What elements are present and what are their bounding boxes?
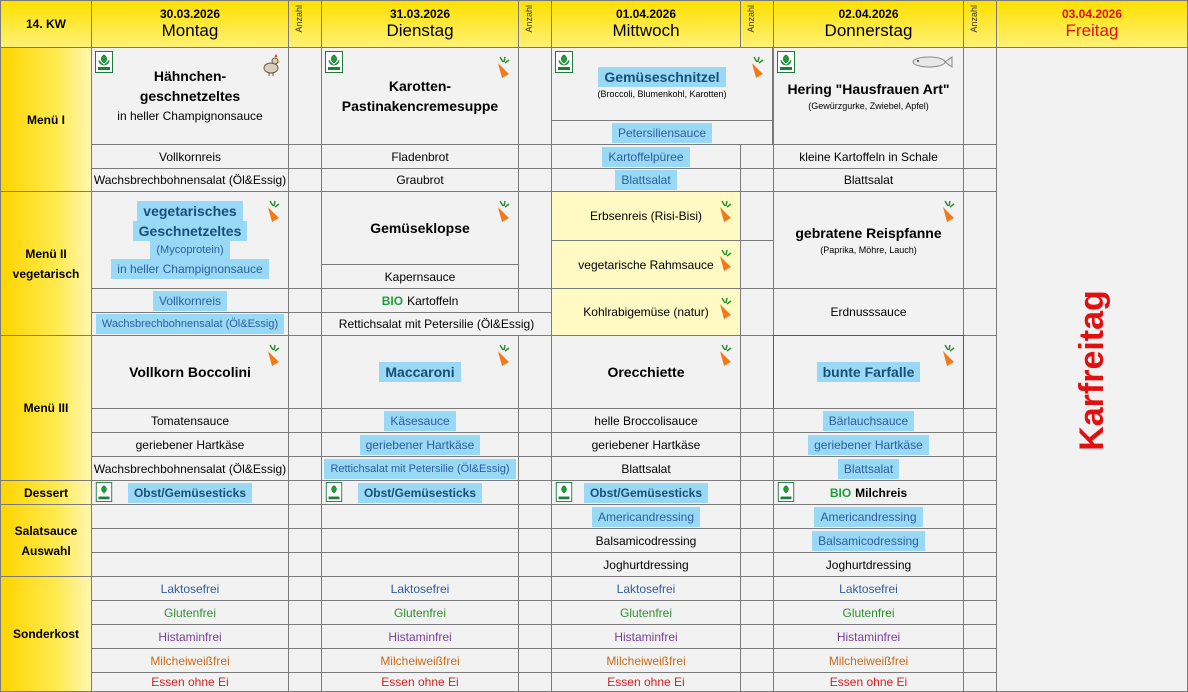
side-text: geriebener Hartkäse	[135, 437, 245, 452]
dish-title: Hähnchen-	[153, 68, 227, 84]
diet-ohne-ei[interactable]	[551, 672, 741, 692]
anzahl-cell[interactable]	[518, 288, 552, 313]
chicken-icon	[260, 54, 282, 76]
menu3-tue-sauce[interactable]	[321, 408, 519, 433]
menu2-wed-item1[interactable]	[551, 191, 741, 241]
menu3-wed-sauce[interactable]	[551, 408, 741, 433]
anzahl-cell[interactable]	[288, 600, 322, 625]
salat-wed-1[interactable]	[551, 504, 741, 529]
menu1-mon-side2[interactable]	[91, 168, 289, 192]
anzahl-cell[interactable]	[518, 191, 552, 289]
dish-title: geschnetzeltes	[139, 88, 241, 104]
salat-sublabel: Auswahl	[21, 543, 71, 558]
sonderkost-label: Sonderkost	[12, 627, 79, 641]
dish-sub: (Gewürzgurke, Zwiebel, Apfel)	[808, 101, 929, 111]
sauce-text: Tomatensauce	[150, 413, 230, 428]
dressing-text: Joghurtdressing	[603, 557, 689, 572]
carrot-icon	[264, 344, 280, 366]
anzahl-cell[interactable]	[963, 528, 997, 553]
carrot-icon	[264, 200, 280, 222]
day-header-fri[interactable]	[996, 0, 1188, 48]
bio-tag: BIO	[381, 293, 404, 308]
anzahl-cell[interactable]	[288, 624, 322, 649]
side-text: Wachsbrechbohnensalat (Öl&Essig)	[93, 461, 287, 476]
date-fri: 03.04.2026	[1061, 7, 1123, 21]
menu1-thu-side1[interactable]	[773, 144, 964, 169]
sauce-text: Kapernsauce	[384, 269, 456, 284]
dge-logo-icon	[325, 51, 343, 73]
menu2-mon-side1[interactable]	[91, 288, 289, 313]
salat-tue-1[interactable]	[321, 504, 519, 529]
date-thu: 02.04.2026	[838, 7, 899, 21]
menu3-thu-side1[interactable]	[773, 432, 964, 457]
diet-text: Glutenfrei	[619, 605, 673, 620]
side-text: Wachsbrechbohnensalat (Öl&Essig)	[96, 314, 284, 334]
side-text: Blattsalat	[843, 173, 894, 187]
day-header-mon[interactable]	[91, 0, 289, 48]
anzahl-cell[interactable]	[963, 456, 997, 481]
diet-text: Laktosefrei	[839, 581, 898, 596]
menu2-sublabel: vegetarisch	[12, 266, 80, 281]
side-text: geriebener Hartkäse	[808, 435, 929, 455]
dish-title: Maccaroni	[379, 362, 460, 382]
anzahl-cell[interactable]	[518, 576, 552, 601]
salat-thu-1[interactable]	[773, 504, 964, 529]
anzahl-cell[interactable]	[740, 191, 774, 241]
anzahl-cell[interactable]	[740, 480, 774, 505]
side-text: Graubrot	[396, 173, 444, 187]
salat-tue-2[interactable]	[321, 528, 519, 553]
anzahl-cell[interactable]	[288, 432, 322, 457]
carrot-icon	[494, 344, 510, 366]
diet-histaminfrei[interactable]	[91, 624, 289, 649]
row-label-menu2[interactable]	[0, 191, 92, 336]
dish-text: Kohlrabigemüse (natur)	[583, 305, 709, 319]
diet-text: Milcheiweißfrei	[828, 653, 909, 668]
side-text: geriebener Hartkäse	[591, 437, 701, 452]
anzahl-cell[interactable]	[963, 432, 997, 457]
anzahl-cell[interactable]	[963, 144, 997, 169]
diet-text: Glutenfrei	[393, 605, 447, 620]
dayname-tue: Dienstag	[386, 21, 454, 40]
sauce-text: Petersiliensauce	[612, 123, 712, 143]
menu3-thu-side2[interactable]	[773, 456, 964, 481]
menu3-wed-side2[interactable]	[551, 456, 741, 481]
salat-thu-3[interactable]	[773, 552, 964, 577]
dayname-thu: Donnerstag	[824, 21, 913, 40]
diet-text: Histaminfrei	[158, 629, 222, 644]
dish-title: Hering "Hausfrauen Art"	[787, 81, 950, 97]
diet-ohne-ei[interactable]	[91, 672, 289, 692]
day-header-tue[interactable]	[321, 0, 519, 48]
anzahl-label: Anzahl	[969, 5, 979, 33]
anzahl-header-thu[interactable]	[963, 0, 997, 48]
diet-milcheiweissfrei[interactable]	[551, 648, 741, 673]
menu3-mon-side2[interactable]	[91, 456, 289, 481]
diet-histaminfrei[interactable]	[551, 624, 741, 649]
anzahl-cell[interactable]	[740, 600, 774, 625]
dish-title: vegetarisches	[137, 201, 242, 221]
diet-text: Essen ohne Ei	[151, 675, 229, 689]
anzahl-cell[interactable]	[963, 600, 997, 625]
anzahl-cell[interactable]	[288, 456, 322, 481]
side-text: Rettichsalat mit Petersilie (Öl&Essig)	[338, 317, 535, 331]
dge-logo-icon	[555, 51, 573, 73]
anzahl-cell[interactable]	[288, 335, 322, 409]
week-label: 14. KW	[25, 17, 66, 31]
anzahl-cell[interactable]	[740, 335, 774, 409]
anzahl-label: Anzahl	[524, 5, 534, 33]
diet-text: Laktosefrei	[390, 581, 450, 596]
side-text: Blattsalat	[615, 170, 676, 190]
sauce-text: Käsesauce	[384, 411, 455, 431]
diet-histaminfrei[interactable]	[321, 624, 519, 649]
diet-text: Histaminfrei	[836, 629, 901, 644]
anzahl-cell[interactable]	[963, 191, 997, 289]
menu3-tue-side1[interactable]	[321, 432, 519, 457]
dge-logo-icon	[95, 482, 113, 502]
carrot-icon	[716, 297, 732, 319]
anzahl-cell[interactable]	[288, 312, 322, 336]
dessert-wed[interactable]	[551, 480, 741, 505]
dish-title: Karotten-	[388, 78, 452, 94]
anzahl-cell[interactable]	[740, 408, 774, 433]
anzahl-cell[interactable]	[518, 528, 552, 553]
anzahl-cell[interactable]	[740, 432, 774, 457]
menu3-thu-sauce[interactable]	[773, 408, 964, 433]
anzahl-cell[interactable]	[288, 528, 322, 553]
dayname-wed: Mittwoch	[612, 21, 680, 40]
carrot-icon	[716, 200, 732, 222]
dressing-text: Joghurtdressing	[825, 557, 912, 572]
salat-mon-1[interactable]	[91, 504, 289, 529]
menu1-wed-main[interactable]	[551, 47, 773, 121]
anzahl-cell[interactable]	[288, 288, 322, 313]
anzahl-cell[interactable]	[518, 480, 552, 505]
menu3-mon-side1[interactable]	[91, 432, 289, 457]
dge-logo-icon	[555, 482, 573, 502]
menu1-wed-sauce[interactable]	[551, 120, 773, 145]
dessert-tue[interactable]	[321, 480, 519, 505]
diet-text: Milcheiweißfrei	[606, 653, 686, 668]
anzahl-cell[interactable]	[518, 504, 552, 529]
dish-title: Gemüseklopse	[370, 220, 470, 236]
anzahl-cell[interactable]	[740, 576, 774, 601]
diet-ohne-ei[interactable]	[321, 672, 519, 692]
side-text: Blattsalat	[838, 459, 899, 479]
holiday-text: Karfreitag	[1072, 289, 1111, 451]
anzahl-label: Anzahl	[746, 5, 756, 33]
diet-text: Essen ohne Ei	[607, 675, 685, 689]
date-tue: 31.03.2026	[389, 7, 451, 21]
side-text: Kartoffeln	[407, 293, 459, 308]
anzahl-cell[interactable]	[288, 144, 322, 169]
menu2-wed-item3[interactable]	[551, 288, 741, 336]
salat-mon-3[interactable]	[91, 552, 289, 577]
diet-text: Essen ohne Ei	[381, 675, 459, 689]
side-text: Blattsalat	[621, 461, 671, 476]
diet-text: Histaminfrei	[614, 629, 678, 644]
dish-title: gebratene Reispfanne	[795, 225, 942, 241]
sauce-text: helle Broccolisauce	[594, 413, 698, 428]
row-label-menu3[interactable]	[0, 335, 92, 481]
anzahl-cell[interactable]	[288, 672, 322, 692]
dish-text: Erbsenreis (Risi-Bisi)	[589, 209, 702, 223]
fish-icon	[909, 54, 953, 70]
diet-milcheiweissfrei[interactable]	[91, 648, 289, 673]
anzahl-cell[interactable]	[740, 456, 774, 481]
dessert-text: Obst/Gemüsesticks	[128, 483, 252, 503]
anzahl-cell[interactable]	[288, 408, 322, 433]
menu2-label: Menü II	[25, 246, 67, 261]
anzahl-cell[interactable]	[518, 552, 552, 577]
dressing-text: Balsamicodressing	[595, 533, 697, 548]
carrot-icon	[748, 56, 764, 78]
dish-title: Gemüseschnitzel	[598, 67, 725, 87]
menu2-tue-side2[interactable]	[321, 312, 552, 336]
sauce-text: Bärlauchsauce	[823, 411, 914, 431]
anzahl-cell[interactable]	[518, 432, 552, 457]
dessert-text: Obst/Gemüsesticks	[584, 483, 708, 503]
anzahl-cell[interactable]	[740, 240, 774, 289]
dish-title: Orecchiette	[607, 364, 685, 380]
dish-sub: in heller Champignonsauce	[117, 109, 263, 123]
dressing-text: Balsamicodressing	[812, 531, 925, 551]
menu1-thu-main[interactable]	[773, 47, 964, 145]
diet-glutenfrei[interactable]	[551, 600, 741, 625]
dge-logo-icon	[95, 51, 113, 73]
dessert-text: Obst/Gemüsesticks	[358, 483, 482, 503]
menu3-wed-side1[interactable]	[551, 432, 741, 457]
menu3-wed-main[interactable]	[551, 335, 741, 409]
side-text: Rettichsalat mit Petersilie (Öl&Essig)	[324, 459, 515, 479]
day-header-wed[interactable]	[551, 0, 741, 48]
diet-laktosefrei[interactable]	[321, 576, 519, 601]
dessert-thu[interactable]	[773, 480, 964, 505]
menu2-wed-item2[interactable]	[551, 240, 741, 289]
anzahl-cell[interactable]	[963, 288, 997, 336]
dish-sub: (Broccoli, Blumenkohl, Karotten)	[597, 89, 727, 99]
dessert-label: Dessert	[23, 485, 69, 500]
carrot-icon	[716, 249, 732, 271]
row-label-menu1[interactable]	[0, 47, 92, 192]
menu3-tue-side2[interactable]	[321, 456, 519, 481]
carrot-icon	[939, 344, 955, 366]
salat-wed-3[interactable]	[551, 552, 741, 577]
anzahl-cell[interactable]	[518, 648, 552, 673]
anzahl-cell[interactable]	[518, 335, 552, 409]
anzahl-cell[interactable]	[963, 672, 997, 692]
side-text: kleine Kartoffeln in Schale	[799, 149, 938, 164]
anzahl-cell[interactable]	[740, 168, 774, 192]
anzahl-cell[interactable]	[288, 504, 322, 529]
side-text: Kartoffelpüree	[602, 147, 689, 167]
anzahl-cell[interactable]	[518, 600, 552, 625]
salat-wed-2[interactable]	[551, 528, 741, 553]
dayname-fri: Freitag	[1065, 21, 1119, 40]
menu2-tue-side1[interactable]	[321, 288, 519, 313]
menu2-mon-side2[interactable]	[91, 312, 289, 336]
menu3-label: Menü III	[23, 401, 69, 415]
anzahl-cell[interactable]	[963, 47, 997, 145]
menu1-mon-main[interactable]	[91, 47, 289, 145]
anzahl-cell[interactable]	[740, 144, 774, 169]
diet-text: Milcheiweißfrei	[150, 653, 230, 668]
diet-text: Milcheiweißfrei	[380, 653, 460, 668]
anzahl-cell[interactable]	[288, 47, 322, 145]
side-text: Vollkornreis	[158, 149, 222, 164]
anzahl-cell[interactable]	[288, 168, 322, 192]
menu1-wed-side2[interactable]	[551, 168, 741, 192]
anzahl-cell[interactable]	[740, 552, 774, 577]
side-text: geriebener Hartkäse	[360, 435, 481, 455]
anzahl-cell[interactable]	[740, 648, 774, 673]
menu1-wed-side1[interactable]	[551, 144, 741, 169]
diet-milcheiweissfrei[interactable]	[321, 648, 519, 673]
dge-logo-icon	[777, 51, 795, 73]
menu3-thu-main[interactable]	[773, 335, 964, 409]
anzahl-cell[interactable]	[518, 624, 552, 649]
side-text: Wachsbrechbohnensalat (Öl&Essig)	[93, 173, 287, 187]
bio-tag: BIO	[829, 485, 852, 500]
diet-text: Glutenfrei	[163, 605, 217, 620]
menu2-mon-main[interactable]	[91, 191, 289, 289]
anzahl-header-tue[interactable]	[518, 0, 552, 48]
salat-mon-2[interactable]	[91, 528, 289, 553]
dish-text: vegetarische Rahmsauce	[578, 257, 714, 272]
menu1-tue-side2[interactable]	[321, 168, 519, 192]
anzahl-header-wed[interactable]	[740, 0, 774, 48]
day-header-thu[interactable]	[773, 0, 964, 48]
anzahl-cell[interactable]	[963, 624, 997, 649]
dessert-text: Milchreis	[855, 485, 908, 500]
anzahl-cell[interactable]	[963, 168, 997, 192]
sauce-text: Erdnusssauce	[830, 305, 907, 319]
anzahl-cell[interactable]	[963, 335, 997, 409]
anzahl-cell[interactable]	[288, 480, 322, 505]
anzahl-cell[interactable]	[288, 648, 322, 673]
anzahl-cell[interactable]	[288, 552, 322, 577]
row-label-dessert[interactable]	[0, 480, 92, 505]
menu1-mon-side1[interactable]	[91, 144, 289, 169]
anzahl-cell[interactable]	[963, 480, 997, 505]
menu2-thu-main[interactable]	[773, 191, 964, 289]
anzahl-cell[interactable]	[740, 672, 774, 692]
carrot-icon	[716, 344, 732, 366]
menu1-label: Menü I	[27, 112, 65, 127]
anzahl-cell[interactable]	[963, 648, 997, 673]
dge-logo-icon	[325, 482, 343, 502]
diet-glutenfrei[interactable]	[773, 600, 964, 625]
menu3-mon-main[interactable]	[91, 335, 289, 409]
salat-label: Salatsauce	[14, 523, 78, 538]
anzahl-cell[interactable]	[963, 504, 997, 529]
anzahl-cell[interactable]	[963, 408, 997, 433]
anzahl-cell[interactable]	[963, 576, 997, 601]
dressing-text: Americandressing	[814, 507, 922, 527]
dayname-mon: Montag	[161, 21, 219, 40]
menu2-thu-side1[interactable]	[773, 288, 964, 336]
carrot-icon	[939, 200, 955, 222]
anzahl-cell[interactable]	[518, 47, 552, 145]
anzahl-cell[interactable]	[518, 144, 552, 169]
row-label-salat[interactable]	[0, 504, 92, 577]
diet-milcheiweissfrei[interactable]	[773, 648, 964, 673]
dish-title: Geschnetzeltes	[133, 221, 248, 241]
diet-glutenfrei[interactable]	[91, 600, 289, 625]
diet-laktosefrei[interactable]	[551, 576, 741, 601]
dressing-text: Americandressing	[592, 507, 700, 527]
carrot-icon	[494, 56, 510, 78]
menu2-tue-main[interactable]	[321, 191, 519, 265]
menu1-tue-side1[interactable]	[321, 144, 519, 169]
menu3-mon-sauce[interactable]	[91, 408, 289, 433]
menu2-tue-sauce[interactable]	[321, 264, 519, 289]
dessert-mon[interactable]	[91, 480, 289, 505]
menu3-tue-main[interactable]	[321, 335, 519, 409]
anzahl-cell[interactable]	[288, 576, 322, 601]
anzahl-cell[interactable]	[518, 168, 552, 192]
diet-text: Histaminfrei	[388, 629, 452, 644]
dish-sub: in heller Champignonsauce	[111, 259, 268, 279]
holiday-banner	[996, 48, 1188, 692]
anzahl-cell[interactable]	[740, 504, 774, 529]
anzahl-cell[interactable]	[518, 456, 552, 481]
dge-logo-icon	[777, 482, 795, 502]
side-text: Vollkornreis	[153, 291, 227, 311]
diet-laktosefrei[interactable]	[91, 576, 289, 601]
anzahl-cell[interactable]	[740, 288, 774, 336]
anzahl-cell[interactable]	[740, 528, 774, 553]
dish-title: bunte Farfalle	[817, 362, 921, 382]
diet-laktosefrei[interactable]	[773, 576, 964, 601]
side-text: Fladenbrot	[391, 149, 449, 164]
row-label-sonderkost[interactable]	[0, 576, 92, 692]
date-mon: 30.03.2026	[159, 7, 221, 21]
diet-ohne-ei[interactable]	[773, 672, 964, 692]
dish-title: Pastinakencremesuppe	[341, 98, 499, 114]
week-cell[interactable]	[0, 0, 92, 48]
diet-glutenfrei[interactable]	[321, 600, 519, 625]
anzahl-header-mon[interactable]	[288, 0, 322, 48]
diet-text: Laktosefrei	[616, 581, 676, 596]
dish-sub: (Paprika, Möhre, Lauch)	[820, 245, 917, 255]
anzahl-cell[interactable]	[288, 191, 322, 289]
diet-text: Essen ohne Ei	[829, 675, 908, 689]
carrot-icon	[494, 200, 510, 222]
salat-thu-2[interactable]	[773, 528, 964, 553]
anzahl-cell[interactable]	[963, 552, 997, 577]
anzahl-cell[interactable]	[518, 408, 552, 433]
dish-sub: (Mycoprotein)	[150, 241, 229, 259]
dish-title: Vollkorn Boccolini	[129, 364, 251, 380]
menu1-thu-side2[interactable]	[773, 168, 964, 192]
diet-text: Laktosefrei	[160, 581, 220, 596]
anzahl-label: Anzahl	[294, 5, 304, 33]
menu1-tue-main[interactable]	[321, 47, 519, 145]
anzahl-cell[interactable]	[740, 624, 774, 649]
diet-text: Glutenfrei	[842, 605, 895, 620]
diet-histaminfrei[interactable]	[773, 624, 964, 649]
date-wed: 01.04.2026	[615, 7, 677, 21]
salat-tue-3[interactable]	[321, 552, 519, 577]
anzahl-cell[interactable]	[518, 672, 552, 692]
